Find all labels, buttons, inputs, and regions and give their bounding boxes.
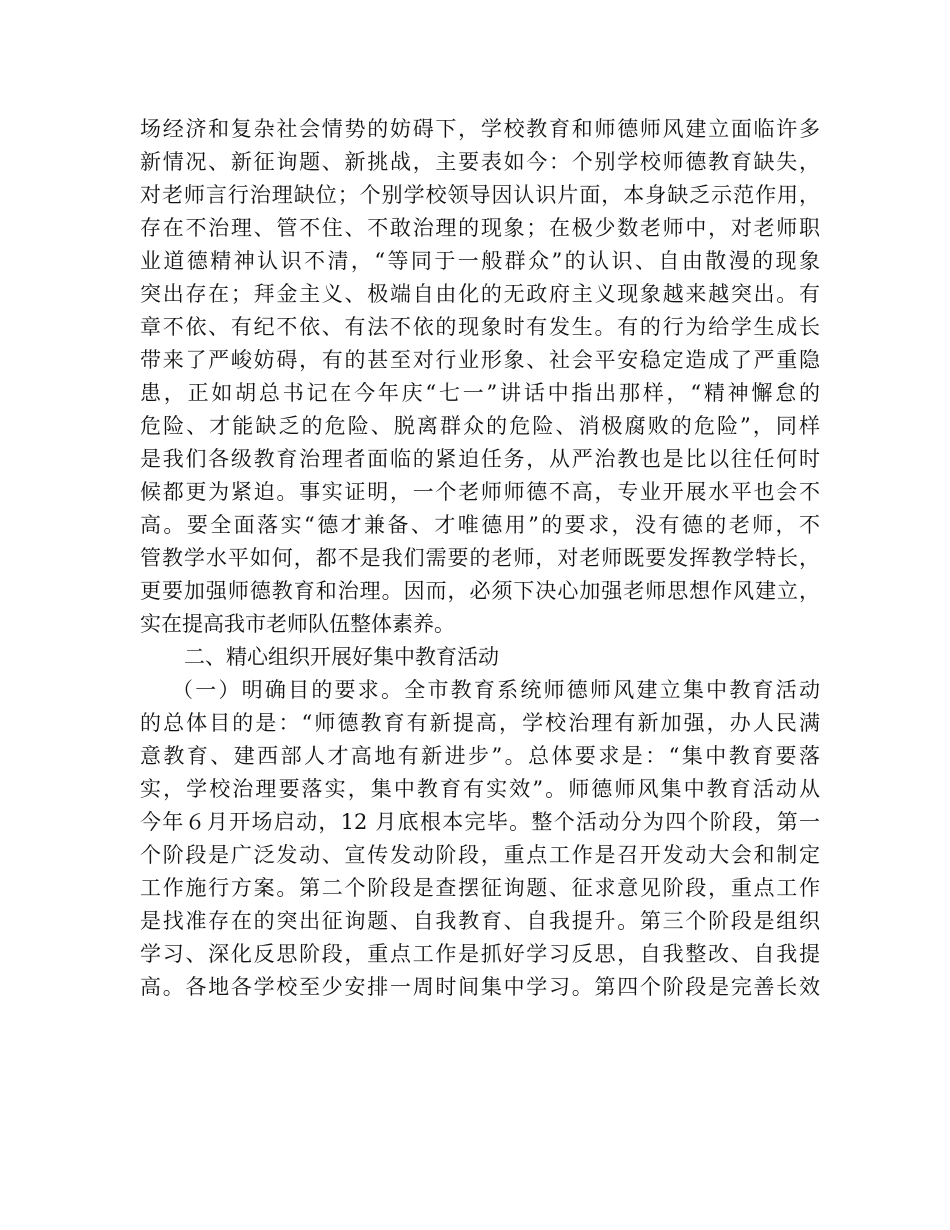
text-line: 学习、深化反思阶段，重点工作是抓好学习反思，自我整改、自我提: [140, 942, 820, 966]
text-line: 今年６月开场启动，12 月底根本完毕。整个活动分为四个阶段，第一: [140, 810, 820, 834]
text-line: 是我们各级教育治理者面临的紧迫任务，从严治教也是比以往任何时: [140, 447, 820, 471]
paragraph: [140, 113, 820, 641]
text-line: 高。要全面落实“德才兼备、才唯德用”的要求，没有德的老师，不: [140, 513, 820, 537]
document-page: [140, 113, 820, 1004]
text-line: 工作施行方案。第二个阶段是查摆征询题、征求意见阶段，重点工作: [140, 876, 820, 900]
section-heading: 二、精心组织开展好集中教育活动: [184, 645, 499, 669]
text-line: 突出存在；拜金主义、极端自由化的无政府主义现象越来越突出。有: [140, 282, 820, 306]
text-line: 更要加强师德教育和治理。因而，必须下决心加强老师思想作风建立，: [140, 579, 820, 603]
text-line: （一）明确目的要求。全市教育系统师德师风建立集中教育活动: [172, 678, 820, 702]
text-line: 候都更为紧迫。事实证明，一个老师师德不高，专业开展水平也会不: [140, 480, 820, 504]
text-line: 管教学水平如何，都不是我们需要的老师，对老师既要发挥教学特长，: [140, 546, 820, 570]
text-line: 意教育、建西部人才高地有新进步”。总体要求是：“集中教育要落: [140, 744, 820, 768]
text-line: 患，正如胡总书记在今年庆“七一”讲话中指出那样，“精神懈怠的: [140, 381, 820, 405]
text-line: 实在提高我市老师队伍整体素养。: [140, 612, 455, 636]
text-line: 新情况、新征询题、新挑战，主要表如今：个别学校师德教育缺失，: [140, 150, 820, 174]
text-line: 实，学校治理要落实，集中教育有实效”。师德师风集中教育活动从: [140, 777, 820, 801]
paragraph: [140, 674, 820, 1004]
text-line: 存在不治理、管不住、不敢治理的现象；在极少数老师中，对老师职: [140, 216, 820, 240]
text-line: 高。各地各学校至少安排一周时间集中学习。第四个阶段是完善长效: [140, 975, 820, 999]
text-line: 危险、才能缺乏的危险、脱离群众的危险、消极腐败的危险”，同样: [140, 414, 820, 438]
text-line: 章不依、有纪不依、有法不依的现象时有发生。有的行为给学生成长: [140, 315, 820, 339]
text-line: 对老师言行治理缺位；个别学校领导因认识片面，本身缺乏示范作用，: [140, 183, 820, 207]
text-line: 场经济和复杂社会情势的妨碍下，学校教育和师德师风建立面临许多: [140, 117, 820, 141]
text-line: 业道德精神认识不清，“等同于一般群众”的认识、自由散漫的现象: [140, 249, 820, 273]
text-line: 个阶段是广泛发动、宣传发动阶段，重点工作是召开发动大会和制定: [140, 843, 820, 867]
text-line: 是找准存在的突出征询题、自我教育、自我提升。第三个阶段是组织: [140, 909, 820, 933]
text-line: 的总体目的是：“师德教育有新提高，学校治理有新加强，办人民满: [140, 711, 820, 735]
text-line: 带来了严峻妨碍，有的甚至对行业形象、社会平安稳定造成了严重隐: [140, 348, 820, 372]
